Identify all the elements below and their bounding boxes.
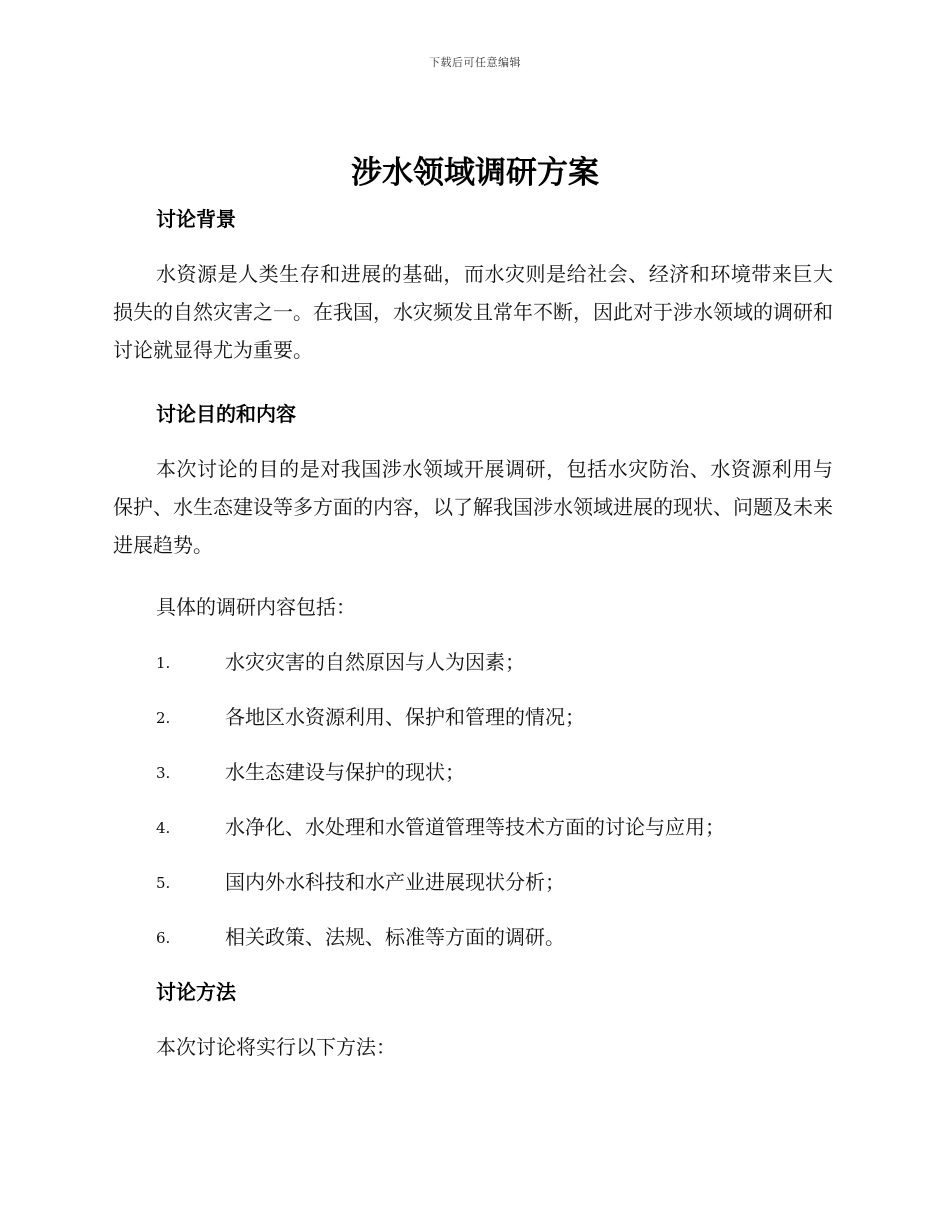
purpose-paragraph: 本次讨论的目的是对我国涉水领域开展调研，包括水灾防治、水资源利用与保护、水生态建设等多方面的内容，以了解我国涉水领域进展的现状、问题及未来进展趋势。 [113,457,833,557]
list-item [156,647,836,677]
list-item-text: 相关政策、法规、标准等方面的调研。 [225,925,565,949]
list-item-number: 1. [156,654,171,672]
list-item-number: 6. [156,929,171,947]
list-item [156,922,836,952]
header-note: 下载后可任意编辑 [429,56,521,69]
list-item [156,812,836,842]
list-item-text: 国内外水科技和水产业进展现状分析； [225,870,565,894]
background-paragraph: 水资源是人类生存和进展的基础，而水灾则是给社会、经济和环境带来巨大损失的自然灾害之一。在我国，水灾频发且常年不断，因此对于涉水领域的调研和讨论就显得尤为重要。 [113,262,833,362]
list-intro: 具体的调研内容包括： [156,595,356,619]
section-heading-background: 讨论背景 [156,207,236,231]
section-heading-purpose: 讨论目的和内容 [156,402,296,426]
list-item-number: 5. [156,874,171,892]
list-item-text: 水生态建设与保护的现状； [225,760,465,784]
list-item-number: 4. [156,819,171,837]
list-item-text: 水净化、水处理和水管道管理等技术方面的讨论与应用； [225,815,725,839]
list-item [156,702,836,732]
list-item [156,867,836,897]
method-intro: 本次讨论将实行以下方法： [156,1035,396,1059]
section-heading-method: 讨论方法 [156,980,236,1004]
document-title: 涉水领域调研方案 [351,155,599,191]
list-item-number: 2. [156,709,171,727]
list-item-text: 各地区水资源利用、保护和管理的情况； [225,705,585,729]
list-item-text: 水灾灾害的自然原因与人为因素； [225,650,525,674]
list-item-number: 3. [156,764,171,782]
list-item [156,757,836,787]
